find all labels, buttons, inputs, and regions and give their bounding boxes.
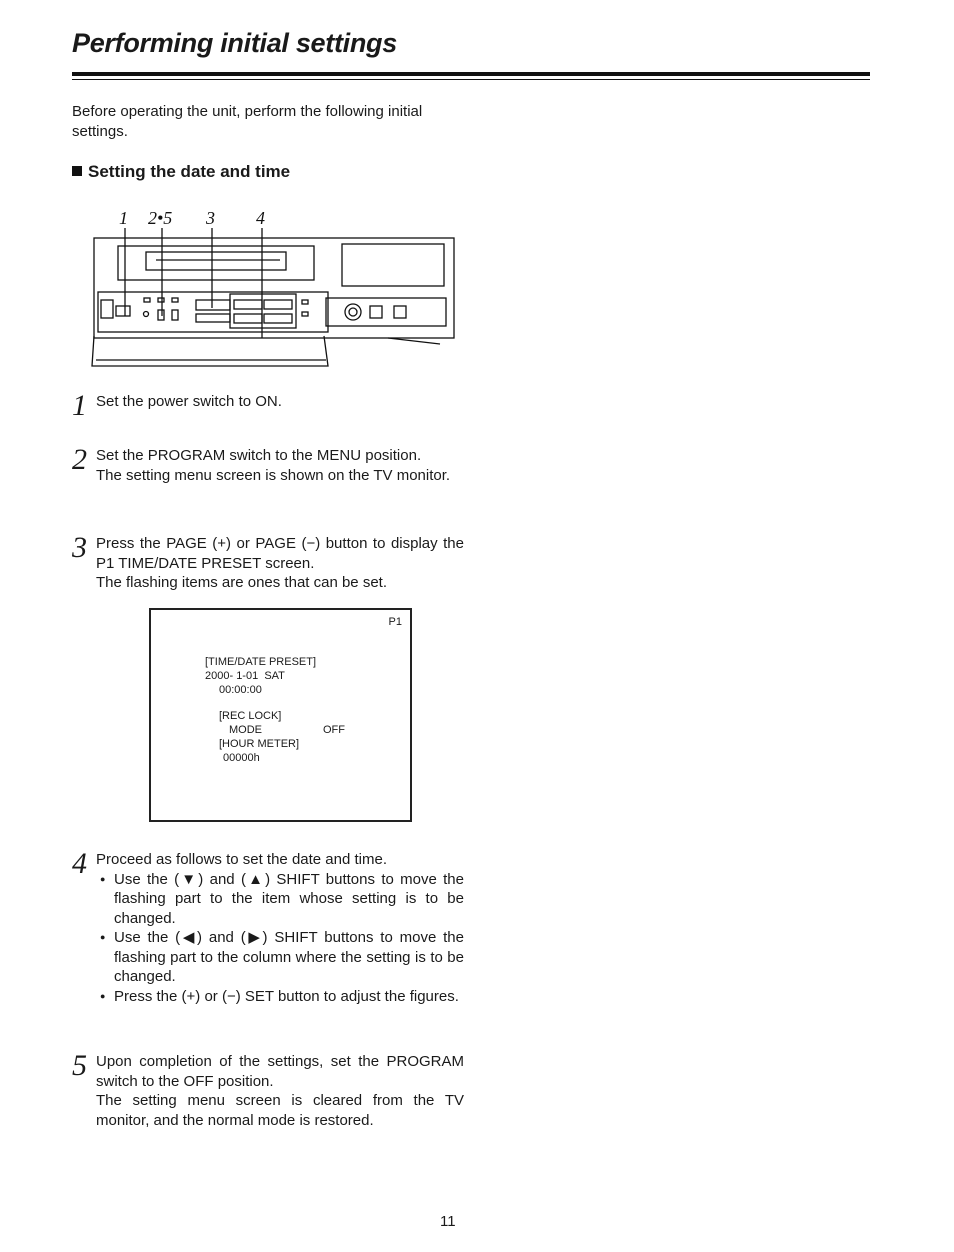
step-5 (72, 1049, 464, 1130)
menu-time: 00:00:00 (219, 684, 262, 696)
section-heading (72, 162, 290, 182)
right-panel-frame (326, 298, 446, 326)
title-rule-thin (72, 79, 870, 80)
step-number: 1 (72, 389, 87, 422)
square-bullet-icon (72, 166, 82, 176)
list-item: ● Use the (◀) and (▶) SHIFT buttons to move the flashing part to the column where the setting is to be changed. (72, 928, 464, 987)
section-heading-label: Setting the date and time (88, 162, 291, 181)
step-3 (72, 531, 464, 593)
page-number: 11 (440, 1213, 456, 1230)
step-number: 2 (72, 443, 87, 476)
step-text: Proceed as follows to set the date and time. (96, 851, 387, 868)
display-window (342, 244, 444, 286)
page-buttons (196, 300, 230, 310)
front-flap (92, 336, 328, 366)
callout-label-4: 4 (256, 208, 265, 228)
title-rule-thick (72, 72, 870, 76)
front-panel-diagram (88, 208, 460, 370)
callout-label-1: 1 (119, 208, 128, 228)
step-text: Upon completion of the settings, set the PROGRAM switch to the OFF position. (96, 1053, 464, 1090)
step-text: Press the PAGE (+) or PAGE (−) button to display the P1 TIME/DATE PRESET screen. (96, 535, 464, 572)
menu-screen (149, 608, 412, 822)
list-item: ● Press the (+) or (−) SET button to adjust the figures. (72, 987, 464, 1007)
step-text: The flashing items are ones that can be set. (96, 574, 387, 591)
menu-mode-value: OFF (323, 724, 345, 736)
step-1 (72, 389, 464, 422)
menu-page-indicator: P1 (388, 616, 402, 628)
list-item: ● Use the (▼) and (▲) SHIFT buttons to move the flashing part to the item whose setting is to be changed. (72, 870, 464, 929)
menu-rec-lock-header: [REC LOCK] (219, 710, 282, 722)
step-text: Set the power switch to ON. (96, 393, 282, 410)
step-number: 5 (72, 1049, 87, 1082)
step-number: 4 (72, 847, 87, 880)
power-switch (116, 306, 130, 316)
page-title: Performing initial settings (72, 28, 397, 58)
step-text: The setting menu screen is cleared from the TV monitor, and the normal mode is restored. (96, 1092, 464, 1129)
menu-hour-meter-header: [HOUR METER] (219, 738, 300, 750)
menu-hour-meter-value: 00000h (223, 752, 260, 764)
menu-date: 2000- 1-01 SAT (205, 670, 285, 682)
cassette-slot-frame (118, 246, 314, 280)
menu-mode-label: MODE (229, 724, 262, 736)
step-4-bullet-list (72, 870, 464, 1007)
intro-paragraph: Before operating the unit, perform the following initial settings. (72, 103, 423, 140)
step-text: The setting menu screen is shown on the TV monitor. (96, 466, 451, 484)
step-text: Set the PROGRAM switch to the MENU position. (96, 447, 422, 464)
callout-label-3: 3 (206, 208, 215, 228)
menu-time-date-header: [TIME/DATE PRESET] (205, 656, 317, 668)
step-4 (72, 847, 464, 1006)
cassette-slot (146, 252, 286, 270)
control-panel-frame (98, 292, 328, 332)
callout-label-2: 2•5 (148, 208, 173, 228)
step-2 (72, 443, 464, 485)
step-number: 3 (72, 531, 87, 564)
panel-key (101, 300, 113, 318)
